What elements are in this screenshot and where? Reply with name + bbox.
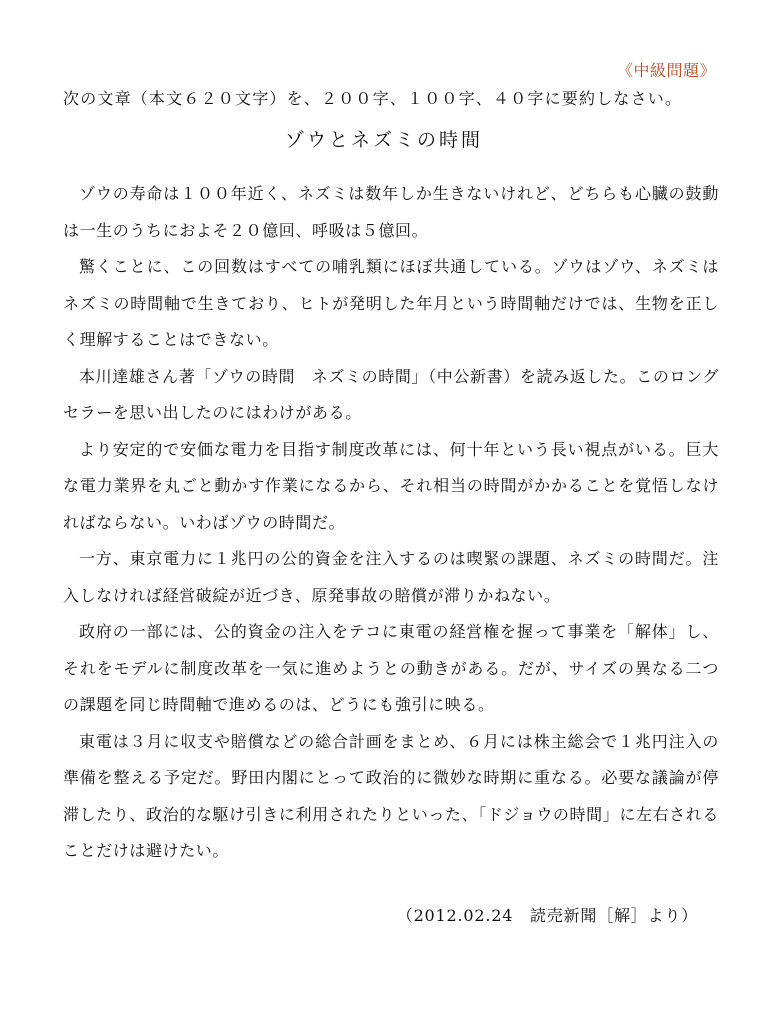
paragraph: 一方、東京電力に１兆円の公的資金を注入するのは喫緊の課題、ネズミの時間だ。注入しなければ経営破綻が近づき、原発事故の賠償が滞りかねない。 xyxy=(63,549,719,605)
article-title: ゾウとネズミの時間 xyxy=(284,129,483,151)
article-body xyxy=(63,176,719,870)
paragraph: より安定的で安価な電力を目指す制度改革には、何十年という長い視点がいる。巨大な電力業界を丸ごと動かす作業になるから、それ相当の時間がかかることを覚悟しなければならない。いわばゾウの時間だ。 xyxy=(63,439,719,532)
paragraph: 政府の一部には、公的資金の注入をテコに東電の経営権を握って事業を「解体」し、それをモデルに制度改革を一気に進めようとの動きがある。だが、サイズの異なる二つの課題を同じ時間軸で進めるのは、どうにも強引に映る。 xyxy=(63,622,719,714)
difficulty-label: 《中級問題》 xyxy=(616,61,716,80)
paragraph: 驚くことに、この回数はすべての哺乳類にほぼ共通している。ゾウはゾウ、ネズミはネズミの時間軸で生きており、ヒトが発明した年月という時間軸だけでは、生物を正しく理解することはできない。 xyxy=(63,257,719,349)
paragraph: 本川達雄さん著「ゾウの時間 ネズミの時間」（中公新書）を読み返した。このロングセラーを思い出したのにはわけがある。 xyxy=(63,366,719,422)
instruction-text: 次の文章（本文６２０文字）を、２００字、１００字、４０字に要約しなさい。 xyxy=(63,89,683,108)
paragraph: 東電は３月に収支や賠償などの総合計画をまとめ、６月には株主総会で１兆円注入の準備を整える予定だ。野田内閣にとって政治的に微妙な時期に重なる。必要な議論が停滞したり、政治的な駆け引きに利用されたりといった、「ドジョウの時間」に左右されることだけは避けたい。 xyxy=(63,731,719,860)
source-citation: （2012.02.24 読売新聞［解］より） xyxy=(396,906,698,925)
paragraph: ゾウの寿命は１００年近く、ネズミは数年しか生きないけれど、どちらも心臓の鼓動は一生のうちにおよそ２０億回、呼吸は５億回。 xyxy=(63,184,719,240)
